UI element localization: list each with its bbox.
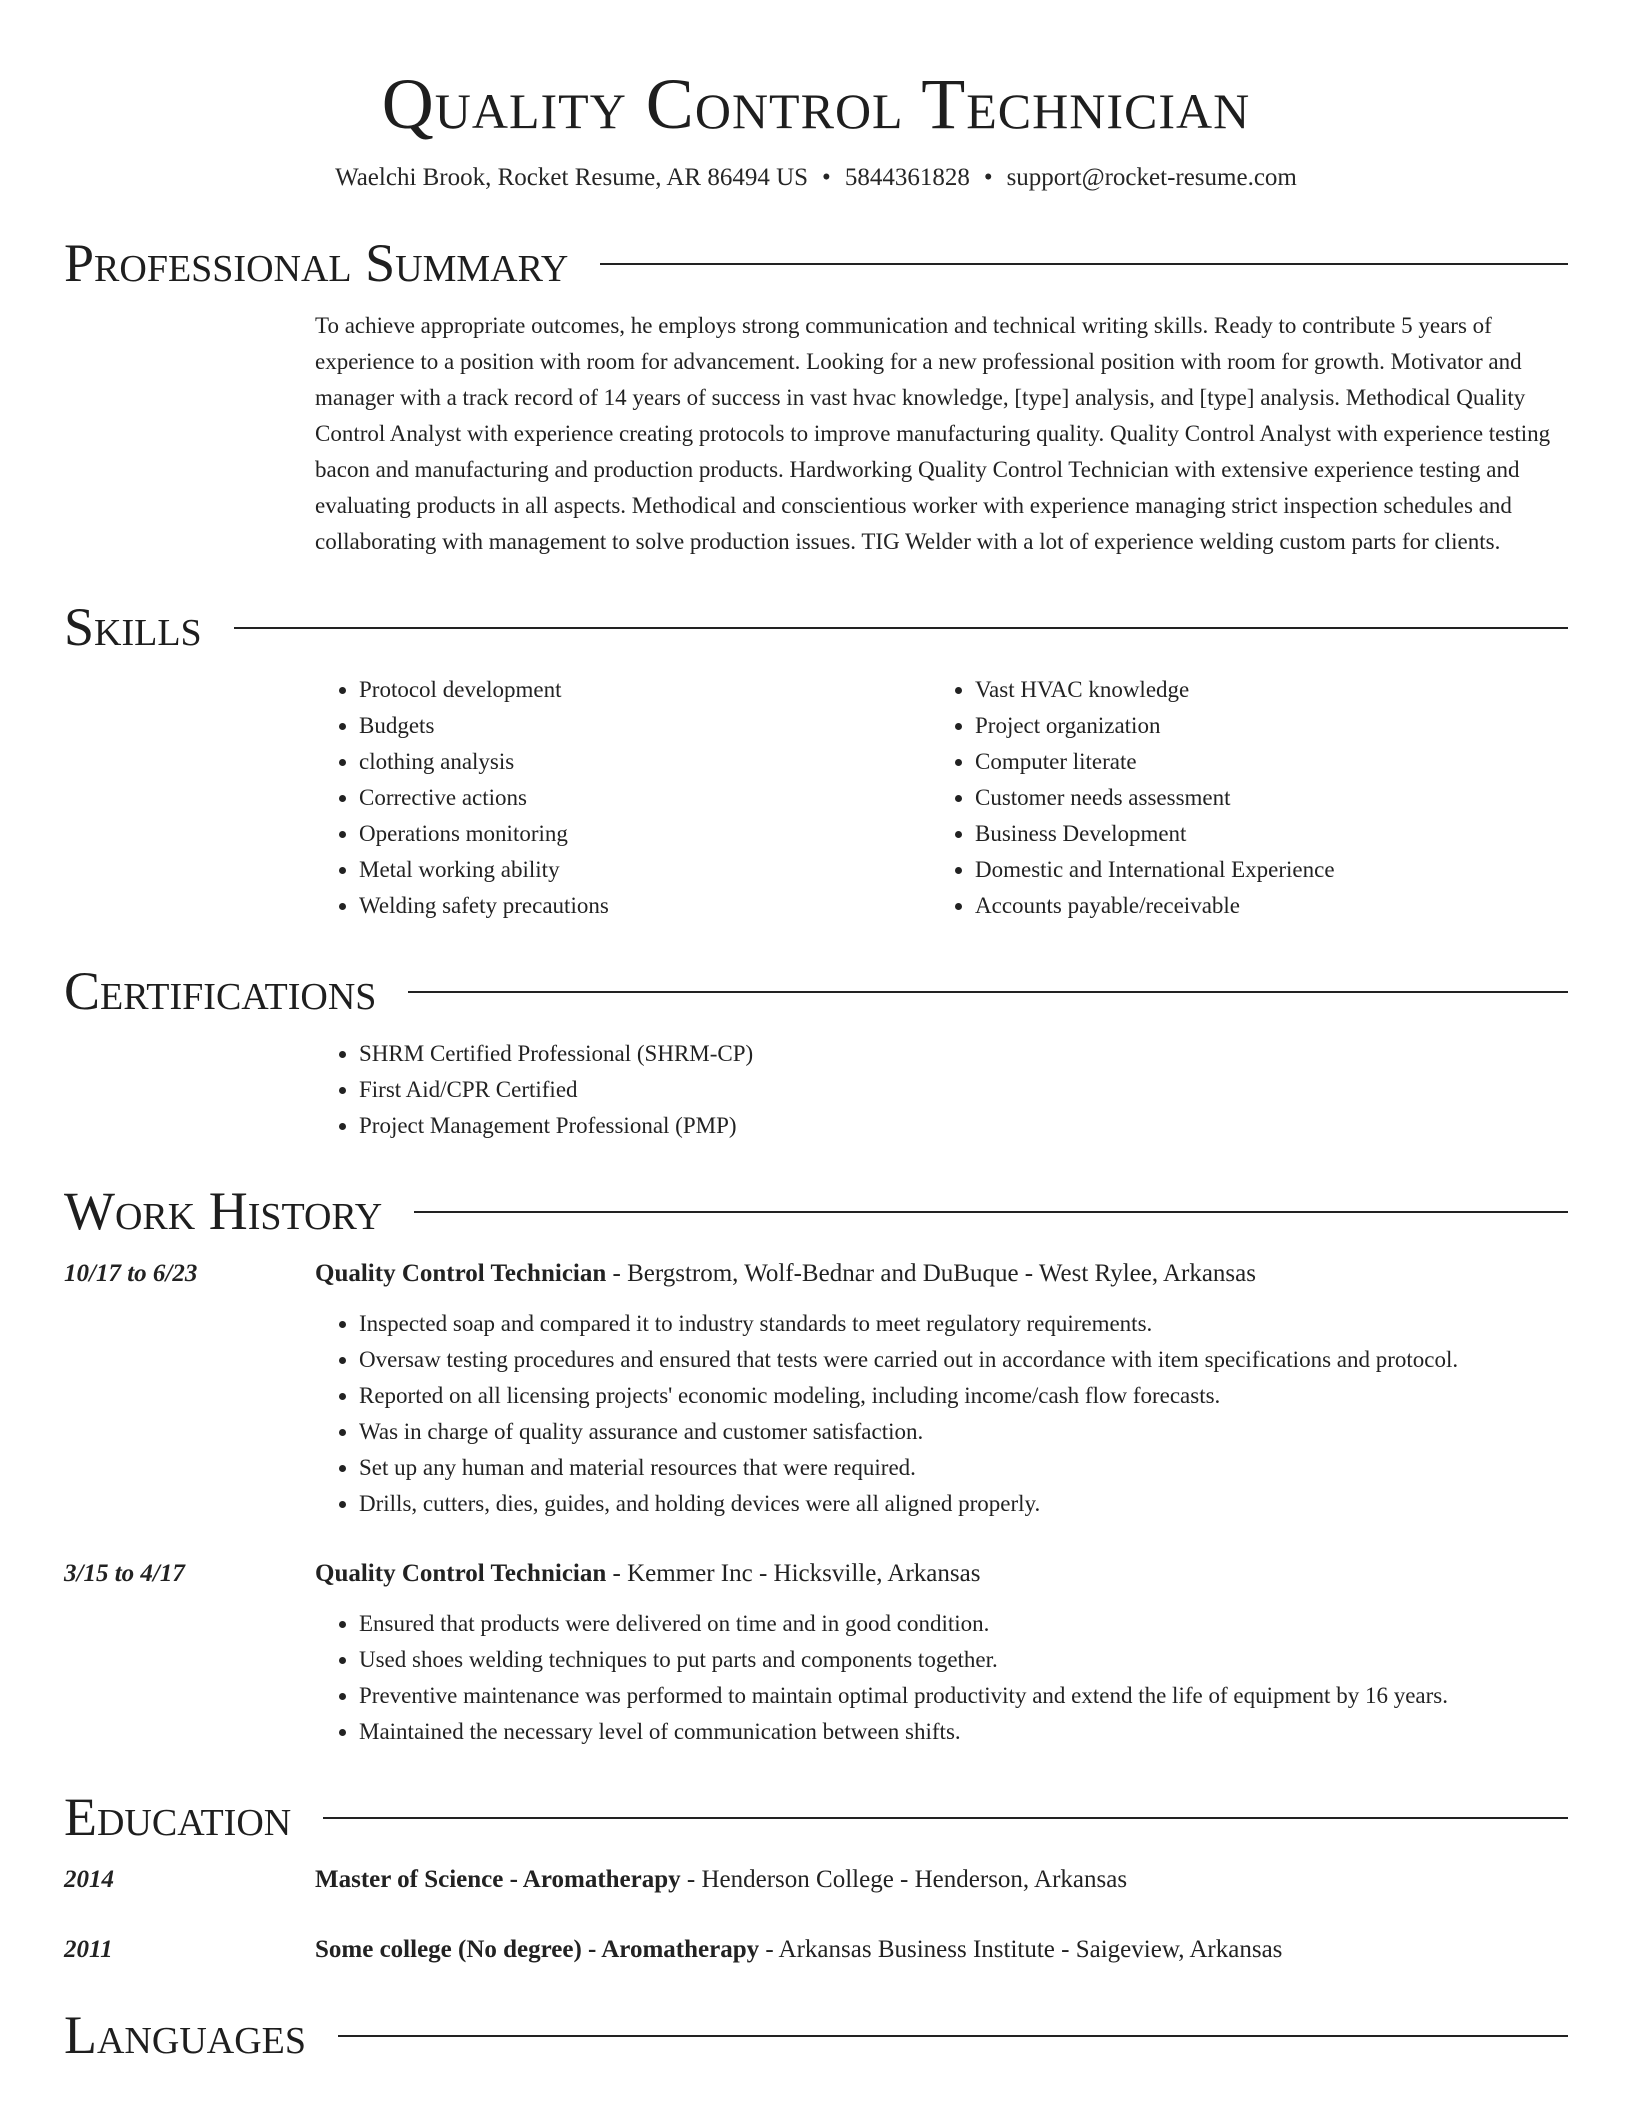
education-entry	[64, 1932, 1568, 1968]
contact-phone: 5844361828	[844, 164, 970, 191]
skill-item: • Vast HVAC knowledge	[975, 672, 1547, 708]
section-rule	[414, 1211, 1568, 1213]
certification-item: • SHRM Certified Professional (SHRM-CP)	[359, 1036, 1568, 1072]
section-rule	[323, 1817, 1568, 1819]
skills-column-right	[931, 672, 1547, 924]
skill-item: • Welding safety precautions	[359, 888, 931, 924]
skill-item: • Customer needs assessment	[975, 780, 1547, 816]
contact-separator: •	[983, 164, 993, 191]
section-rule	[338, 2035, 1568, 2037]
certifications-list	[315, 1036, 1568, 1144]
skills-section-header	[64, 596, 1568, 658]
skill-item: • Computer literate	[975, 744, 1547, 780]
skill-item: • Corrective actions	[359, 780, 931, 816]
job-header	[64, 1556, 1568, 1592]
skill-item: • Business Development	[975, 816, 1547, 852]
education-entry	[64, 1862, 1568, 1898]
job-bullet: • Maintained the necessary level of communication between shifts.	[359, 1714, 1568, 1750]
contact-email: support@rocket-resume.com	[1006, 164, 1297, 191]
education-line	[315, 1862, 1127, 1898]
job-bullet: • Used shoes welding techniques to put parts and components together.	[359, 1642, 1568, 1678]
job-header	[64, 1256, 1568, 1292]
education-section-header	[64, 1786, 1568, 1848]
job-title: Quality Control Technician	[315, 1260, 607, 1287]
education-heading: Education	[64, 1787, 292, 1847]
job-title: Quality Control Technician	[315, 1560, 607, 1587]
job-bullet: • Inspected soap and compared it to industry standards to meet regulatory requirements.	[359, 1306, 1568, 1342]
skill-item: • clothing analysis	[359, 744, 931, 780]
job-bullet: • Drills, cutters, dies, guides, and holding devices were all aligned properly.	[359, 1486, 1568, 1522]
summary-section-header	[64, 232, 1568, 294]
skill-item: • Domestic and International Experience	[975, 852, 1547, 888]
education-details: - Arkansas Business Institute - Saigeview, Arkansas	[759, 1936, 1283, 1963]
summary-heading: Professional Summary	[64, 233, 569, 293]
job-bullets	[315, 1306, 1568, 1522]
job-bullet: • Set up any human and material resources that were required.	[359, 1450, 1568, 1486]
summary-text: To achieve appropriate outcomes, he employs strong communication and technical writing skills. Ready to contribute 5 years of experience to a position with room for advancement. Looking for a new professional position with room for growth. Motivator and manager with a track record of 14 years of success in vast hvac knowledge, [type] analysis, and [type] analysis. Methodical Quality Control Analyst with experience creating protocols to improve manufacturing quality. Quality Control Analyst with experience testing bacon and manufacturing and production products. Hardworking Quality Control Technician with extensive experience testing and evaluating products in all aspects. Methodical and conscientious worker with experience managing strict inspection schedules and collaborating with management to solve production issues. TIG Welder with a lot of experience welding custom parts for clients.	[315, 313, 1551, 554]
contact-address: Waelchi Brook, Rocket Resume, AR 86494 US	[335, 164, 809, 191]
skills-list	[315, 672, 1568, 924]
job-heading-line	[315, 1256, 1256, 1292]
job-details: - Bergstrom, Wolf-Bednar and DuBuque - West Rylee, Arkansas	[606, 1260, 1256, 1287]
skill-item: • Project organization	[975, 708, 1547, 744]
resume-page	[64, 0, 1568, 2066]
job-bullet: • Oversaw testing procedures and ensured that tests were carried out in accordance with item specifications and protocol.	[359, 1342, 1568, 1378]
contact-line	[64, 160, 1568, 196]
languages-heading: Languages	[64, 2005, 306, 2065]
job-dates: 3/15 to 4/17	[64, 1560, 185, 1587]
skill-item: • Metal working ability	[359, 852, 931, 888]
education-year: 2014	[64, 1866, 114, 1893]
job-bullet: • Preventive maintenance was performed to maintain optimal productivity and extend the life of equipment by 16 years.	[359, 1678, 1568, 1714]
certifications-heading: Certifications	[64, 961, 377, 1021]
education-line	[315, 1932, 1282, 1968]
job-dates: 10/17 to 6/23	[64, 1260, 198, 1287]
skills-column-left	[315, 672, 931, 924]
skills-heading: Skills	[64, 597, 202, 657]
resume-title: Quality Control Technician	[381, 64, 1251, 144]
skill-item: • Operations monitoring	[359, 816, 931, 852]
work-section-header	[64, 1180, 1568, 1242]
section-rule	[234, 627, 1568, 629]
certification-item: • Project Management Professional (PMP)	[359, 1108, 1568, 1144]
contact-separator: •	[822, 164, 831, 191]
skill-item: • Budgets	[359, 708, 931, 744]
job-bullet: • Ensured that products were delivered on time and in good condition.	[359, 1606, 1568, 1642]
education-details: - Henderson College - Henderson, Arkansas	[680, 1866, 1128, 1893]
job-bullet: • Reported on all licensing projects' economic modeling, including income/cash flow forecasts.	[359, 1378, 1568, 1414]
job-bullets	[315, 1606, 1568, 1750]
education-degree: Some college (No degree) - Aromatherapy	[315, 1936, 760, 1963]
education-degree: Master of Science - Aromatherapy	[315, 1866, 681, 1893]
work-heading: Work History	[64, 1181, 383, 1241]
job-entry	[64, 1256, 1568, 1522]
skill-item: • Accounts payable/receivable	[975, 888, 1547, 924]
job-details: - Kemmer Inc - Hicksville, Arkansas	[606, 1560, 981, 1587]
job-heading-line	[315, 1556, 980, 1592]
languages-section-header	[64, 2004, 1568, 2066]
education-year: 2011	[64, 1936, 113, 1963]
certifications-section-header	[64, 960, 1568, 1022]
job-entry	[64, 1556, 1568, 1750]
section-rule	[408, 991, 1568, 993]
job-bullet: • Was in charge of quality assurance and customer satisfaction.	[359, 1414, 1568, 1450]
certification-item: • First Aid/CPR Certified	[359, 1072, 1568, 1108]
section-rule	[600, 263, 1568, 265]
skill-item: • Protocol development	[359, 672, 931, 708]
